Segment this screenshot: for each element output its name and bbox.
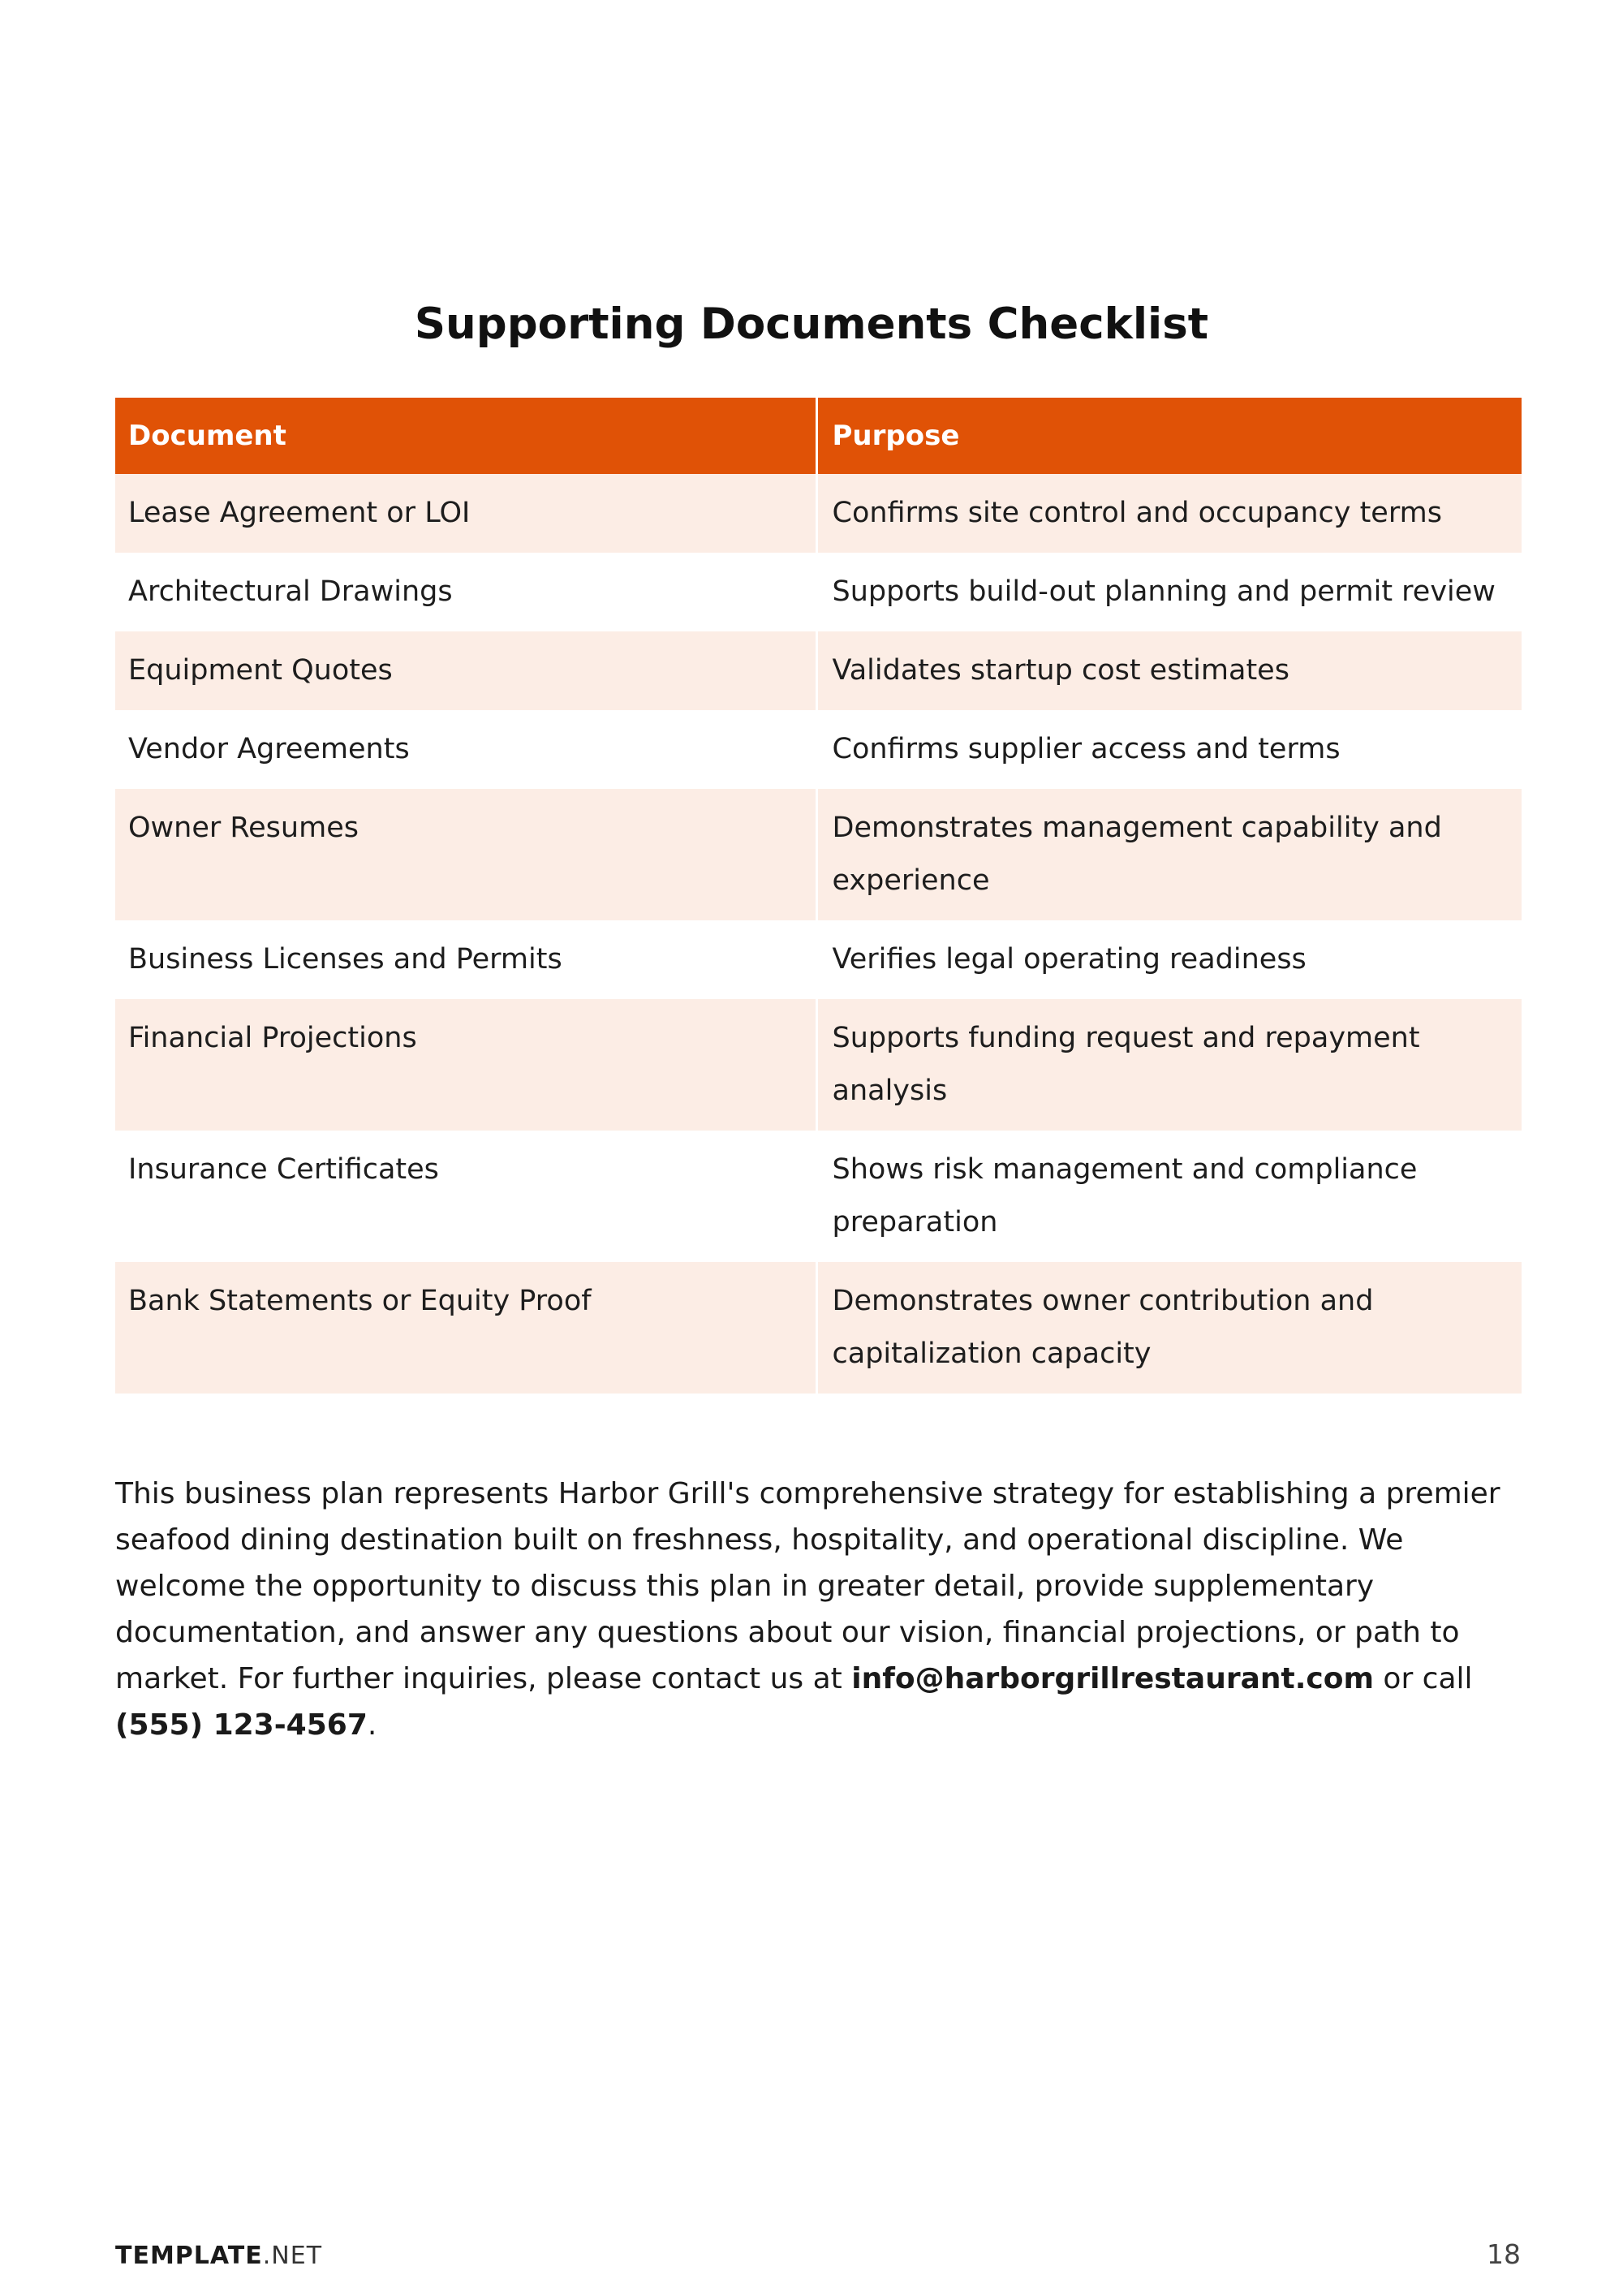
document-cell: Financial Projections bbox=[115, 999, 816, 1131]
purpose-cell: Confirms supplier access and terms bbox=[816, 710, 1522, 789]
footer-brand-logo bbox=[115, 2242, 322, 2271]
document-cell: Lease Agreement or LOI bbox=[115, 474, 816, 553]
document-cell: Equipment Quotes bbox=[115, 631, 816, 710]
table-row bbox=[115, 631, 1522, 710]
document-cell: Business Licenses and Permits bbox=[115, 920, 816, 999]
contact-phone[interactable]: (555) 123-4567 bbox=[115, 1708, 368, 1742]
purpose-cell: Demonstrates owner contribution and capitalization capacity bbox=[816, 1262, 1522, 1394]
table-row bbox=[115, 474, 1522, 553]
table-row bbox=[115, 789, 1522, 920]
document-cell: Vendor Agreements bbox=[115, 710, 816, 789]
brand-suffix: .NET bbox=[262, 2242, 323, 2270]
purpose-cell: Shows risk management and compliance preparation bbox=[816, 1131, 1522, 1262]
document-cell: Bank Statements or Equity Proof bbox=[115, 1262, 816, 1394]
closing-text-middle: or call bbox=[1373, 1662, 1473, 1695]
table-row bbox=[115, 999, 1522, 1131]
table-row bbox=[115, 553, 1522, 631]
table-row bbox=[115, 920, 1522, 999]
column-header-purpose: Purpose bbox=[816, 398, 1522, 474]
table-header-row bbox=[115, 398, 1522, 474]
closing-text: This business plan represents Harbor Grill's comprehensive strategy for establishing a premier seafood dining destination built on freshness, hospitality, and operational discipline. We welcome the opportunity to discuss this plan in greater detail, provide supplementary documentation, and answer any questions about our vision, financial projections, or path to market. For further inquiries, please contact us at bbox=[115, 1477, 1500, 1695]
purpose-cell: Confirms site control and occupancy terms bbox=[816, 474, 1522, 553]
purpose-cell: Supports build-out planning and permit review bbox=[816, 553, 1522, 631]
document-cell: Insurance Certificates bbox=[115, 1131, 816, 1262]
closing-paragraph bbox=[115, 1471, 1527, 1748]
contact-email[interactable]: info@harborgrillrestaurant.com bbox=[851, 1662, 1374, 1695]
table-row bbox=[115, 1131, 1522, 1262]
purpose-cell: Supports funding request and repayment analysis bbox=[816, 999, 1522, 1131]
table-row bbox=[115, 710, 1522, 789]
page-title: Supporting Documents Checklist bbox=[414, 299, 1209, 349]
closing-text-end: . bbox=[367, 1708, 377, 1742]
purpose-cell: Validates startup cost estimates bbox=[816, 631, 1522, 710]
document-cell: Architectural Drawings bbox=[115, 553, 816, 631]
document-cell: Owner Resumes bbox=[115, 789, 816, 920]
table-row bbox=[115, 1262, 1522, 1394]
purpose-cell: Verifies legal operating readiness bbox=[816, 920, 1522, 999]
brand-name: TEMPLATE bbox=[115, 2242, 263, 2270]
column-header-document: Document bbox=[115, 398, 816, 474]
purpose-cell: Demonstrates management capability and experience bbox=[816, 789, 1522, 920]
supporting-documents-table bbox=[115, 398, 1522, 1394]
page-number: 18 bbox=[1487, 2238, 1521, 2270]
